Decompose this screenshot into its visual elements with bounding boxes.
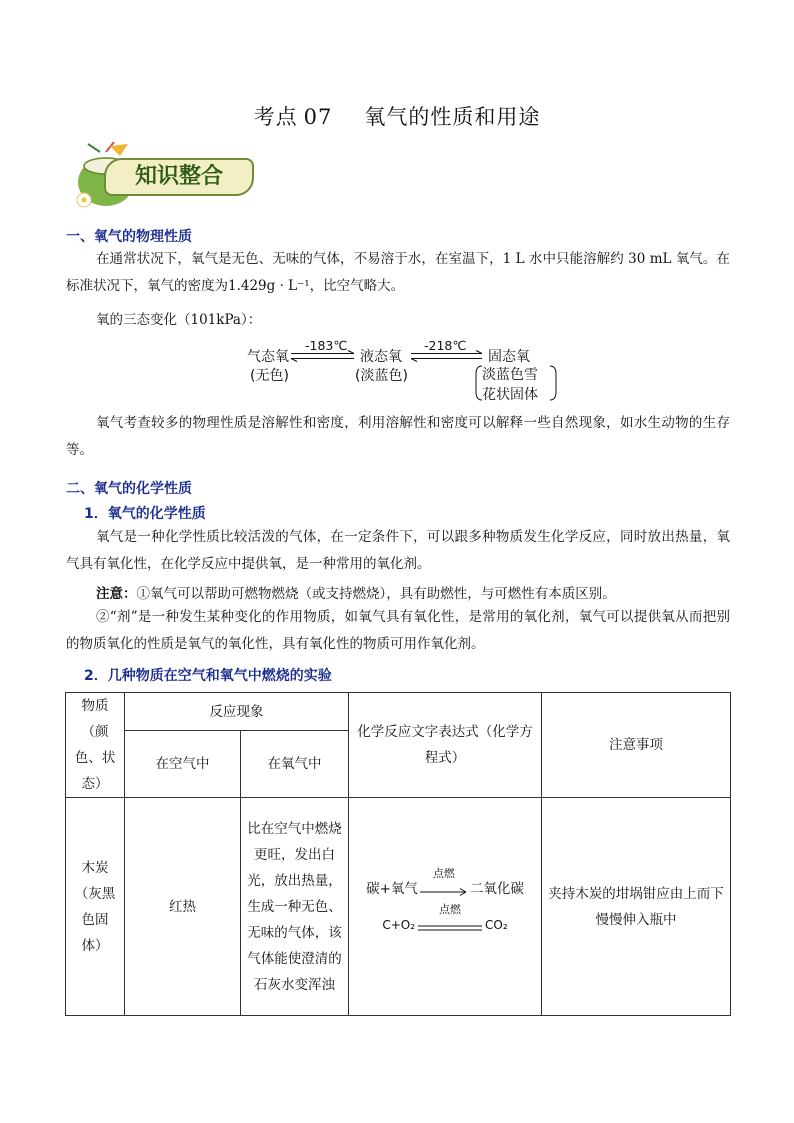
header-substance: 物质（颜色、状态） <box>66 693 125 798</box>
section2-sub2: 2．几种物质在空气和氧气中燃烧的实验 <box>84 668 332 684</box>
note2: ②“剂”是一种发生某种变化的作用物质，如氧气具有氧化性，是常用的氧化剂，氧气可以提供氧从而把别的物质氧化的性质是氧气的氧化性，具有氧化性的物质可用作氧化剂。 <box>66 609 730 652</box>
chem-eq-right: CO₂ <box>485 917 508 932</box>
cell-air: 红热 <box>125 798 241 1016</box>
note-label: 注意： <box>96 586 137 602</box>
banner-label: 知识整合 <box>104 158 254 196</box>
chem-eq-left: C+O₂ <box>382 917 416 932</box>
word-eq-condition: 点燃 <box>432 866 455 880</box>
three-state-label: 氧的三态变化（101kPa）： <box>96 312 262 328</box>
state-gas: 气态氧 <box>247 349 289 365</box>
state-solid: 固态氧 <box>488 349 530 365</box>
section1-heading: 一、氧气的物理性质 <box>66 229 192 245</box>
header-equation: 化学反应文字表达式（化学方程式） <box>349 693 542 798</box>
word-eq-left: 碳+氧气 <box>366 880 418 897</box>
temp-gas-liquid: -183℃ <box>305 338 348 353</box>
equilibrium-arrow-icon <box>410 350 484 362</box>
state-solid-color: 淡蓝色雪 <box>482 367 538 383</box>
header-in-air: 在空气中 <box>125 731 241 798</box>
section2-sub1: 1．氧气的化学性质 <box>84 506 206 522</box>
cell-equation <box>349 798 542 1016</box>
section1-para2: 氧气考查较多的物理性质是溶解性和密度，利用溶解性和密度可以解释一些自然现象，如水生动物的生存等。 <box>66 415 730 458</box>
reaction-arrow <box>418 866 470 896</box>
knowledge-banner <box>70 142 258 210</box>
word-equation <box>355 866 535 902</box>
header-notes: 注意事项 <box>542 693 731 798</box>
chem-eq-condition: 点燃 <box>439 903 462 916</box>
header-phenomena: 反应现象 <box>125 693 349 731</box>
section2-para1: 氧气是一种化学性质比较活泼的气体，在一定条件下，可以跟多种物质发生化学反应，同时放出热量，氧气具有氧化性，在化学反应中提供氧，是一种常用的氧化剂。 <box>66 529 730 572</box>
table-row <box>66 798 731 1016</box>
note1-text: ①氧气可以帮助可燃物燃烧（或支持燃烧），具有助燃性，与可燃性有本质区别。 <box>136 586 616 602</box>
state-gas-color: (无色) <box>250 368 289 384</box>
state-liquid: 液态氧 <box>360 349 402 365</box>
note1 <box>96 582 616 602</box>
combustion-table <box>65 692 731 1016</box>
state-solid-color2: 花状固体 <box>482 387 538 403</box>
state-liquid-color: (淡蓝色) <box>355 368 408 384</box>
solid-bracket <box>474 364 558 402</box>
header-in-oxygen: 在氧气中 <box>241 731 349 798</box>
cell-notes: 夹持木炭的坩埚钳应由上而下慢慢伸入瓶中 <box>542 798 731 1016</box>
cell-substance: 木炭（灰黑色固体） <box>66 798 125 1016</box>
section1-para1: 在通常状况下，氧气是无色、无味的气体，不易溶于水，在室温下，1 L 水中只能溶解约 30 mL 氧气。在标准状况下，氧气的密度为1.429g · L⁻¹，比空气略大。 <box>66 251 730 294</box>
title-prefix: 考点 <box>253 105 298 129</box>
section2-heading: 二、氧气的化学性质 <box>66 481 192 497</box>
cell-oxygen: 比在空气中燃烧更旺，发出白光，放出热量，生成一种无色、无味的气体，该气体能使澄清的石灰水变浑浊 <box>241 798 349 1016</box>
arrow-icon <box>418 885 470 899</box>
title-number: 07 <box>303 105 333 129</box>
word-eq-right: 二氧化碳 <box>469 880 524 897</box>
equilibrium-arrow-icon <box>290 350 356 362</box>
title-text: 氧气的性质和用途 <box>364 105 541 129</box>
equals-sign <box>415 903 485 932</box>
temp-liquid-solid: -218℃ <box>424 338 467 353</box>
chemical-equation <box>355 903 535 938</box>
page-title <box>0 101 794 131</box>
double-line-icon <box>415 921 485 935</box>
